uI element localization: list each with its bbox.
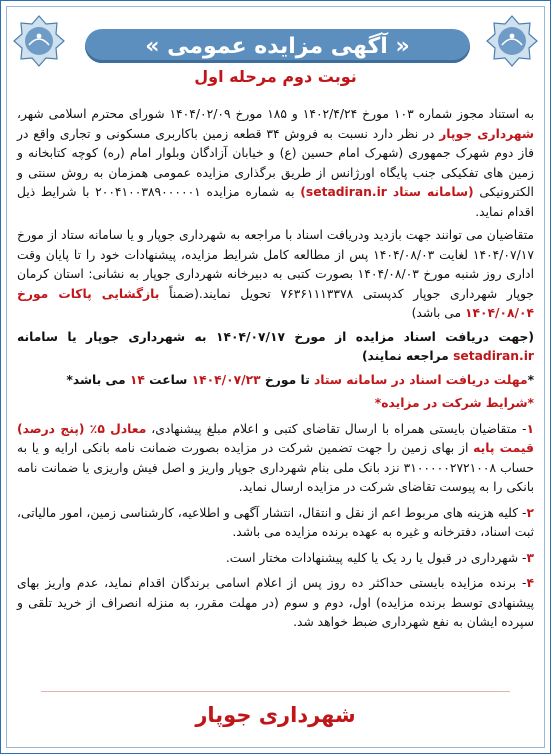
condition-item-2: ۲- کلیه هزینه های مربوط اعم از نقل و انتقال، انتشار آگهی و اطلاعیه، کارشناسی زمین، امور مالیاتی، ثبت اسناد، دفترخانه و غیره به عهده برنده مزایده می باشد. <box>17 505 534 539</box>
emblem-left-icon <box>13 15 65 67</box>
documents-paragraph: متقاضیان می توانند جهت بازدید ودریافت اسناد با مراجعه به شهرداری جوپار و یا سامانه ستاد از مورخ ۱۴۰۴/۰۷/۱۷ لغایت ۱۴۰۴/۰۸/۰۳ پس از مطالعه کامل شرایط مزایده، پیشنهادات خود را تا پایان وقت اداری روز شنبه مورخ ۱۴۰۴/۰۸/۰۳ بصورت کتبی به دبیرخانه شهرداری جوپار به نشانی: استان کرمان جوپار شهرداری جوپار کدپستی ۷۶۳۶۱۱۱۳۳۷۸ تحویل نمایند.(ضمناً بازگشایی پاکات مورخ ۱۴۰۴/۰۸/۰۴ می باشد) <box>17 228 534 320</box>
conditions-heading: *شرایط شرکت در مزایده* <box>374 396 534 410</box>
deadline-note: *مهلت دریافت اسناد در سامانه ستاد تا مورخ ۱۴۰۴/۰۷/۲۳ ساعت ۱۴ می باشد* <box>66 372 534 387</box>
condition-item-3: ۳- شهرداری در قبول یا رد یک یا کلیه پیشنهادات مختار است. <box>225 550 534 565</box>
page-subtitle: نوبت دوم مرحله اول <box>194 67 357 86</box>
condition-item-1: ۱- متقاضیان بایستی همراه با ارسال تقاضای کتبی و اعلام مبلغ پیشنهادی، معادل ۵٪ (پنج درصد) قیمت پایه از بهای زمین را جهت تضمین شرکت در مزایده بصورت ضمانت نامه بانکی ارایه و یا به حساب ۳۱۰۰۰۰۰۲۷۲۱۰۰۸ نزد بانک ملی بنام شهرداری جوپار واریز و اصل فیش واریزی یا ضمانت نامه بانکی را به پیوست تقاضای شرکت در مزایده ارسال نماید. <box>17 421 534 494</box>
intro-paragraph: به استناد مجوز شماره ۱۰۳ مورخ ۱۴۰۲/۴/۲۴ و ۱۸۵ مورخ ۱۴۰۴/۰۲/۰۹ شورای محترم اسلامی شهر، شهرداری جوپار در نظر دارد نسبت به فروش ۳۴ قطعه زمین باکاربری مسکونی و تجاری واقع در فاز دوم شهرک جمهوری (شهرک امام حسین (ع) و خیابان آزادگان وبلوار امام (ره) کوچه کتابخانه و زمین های تفکیکی جنب پایگاه اورژانس از طریق برگذاری مزایده عمومی همزمان به روش سنتی و الکترونیکی (سامانه ستاد setadiran.ir) به شماره مزایده ۲۰۰۴۱۰۰۳۸۹۰۰۰۰۰۱ با شرایط ذیل اقدام نماید. <box>17 107 535 219</box>
documents-note: (جهت دریافت اسناد مزایده از مورخ ۱۴۰۴/۰۷/۱۷ به شهرداری جوپار یا سامانه setadiran.ir مراجعه نمایند) <box>17 329 534 363</box>
setad-link[interactable]: (سامانه ستاد setadiran.ir) <box>300 185 474 199</box>
announcement-body <box>17 105 534 639</box>
emblem-right-icon <box>486 15 538 67</box>
signature: شهرداری جوپار <box>195 703 356 727</box>
condition-item-4: ۴- برنده مزایده بایستی حداکثر ده روز پس از اعلام اسامی برندگان اقدام نماید، عدم واریز بهای پیشنهادی توسط برنده مزایده) اول، دوم و سوم (در مهلت مقرر، به منزله انصراف از خرید تلقی و سپرده ایشان به نفع شهرداری ضبط خواهد شد. <box>17 576 534 629</box>
setad-link-2[interactable]: setadiran.ir <box>453 349 534 363</box>
page-title: « آگهی مزایده عمومی » <box>145 33 410 59</box>
footer-divider <box>41 691 510 692</box>
title-banner <box>85 29 470 63</box>
